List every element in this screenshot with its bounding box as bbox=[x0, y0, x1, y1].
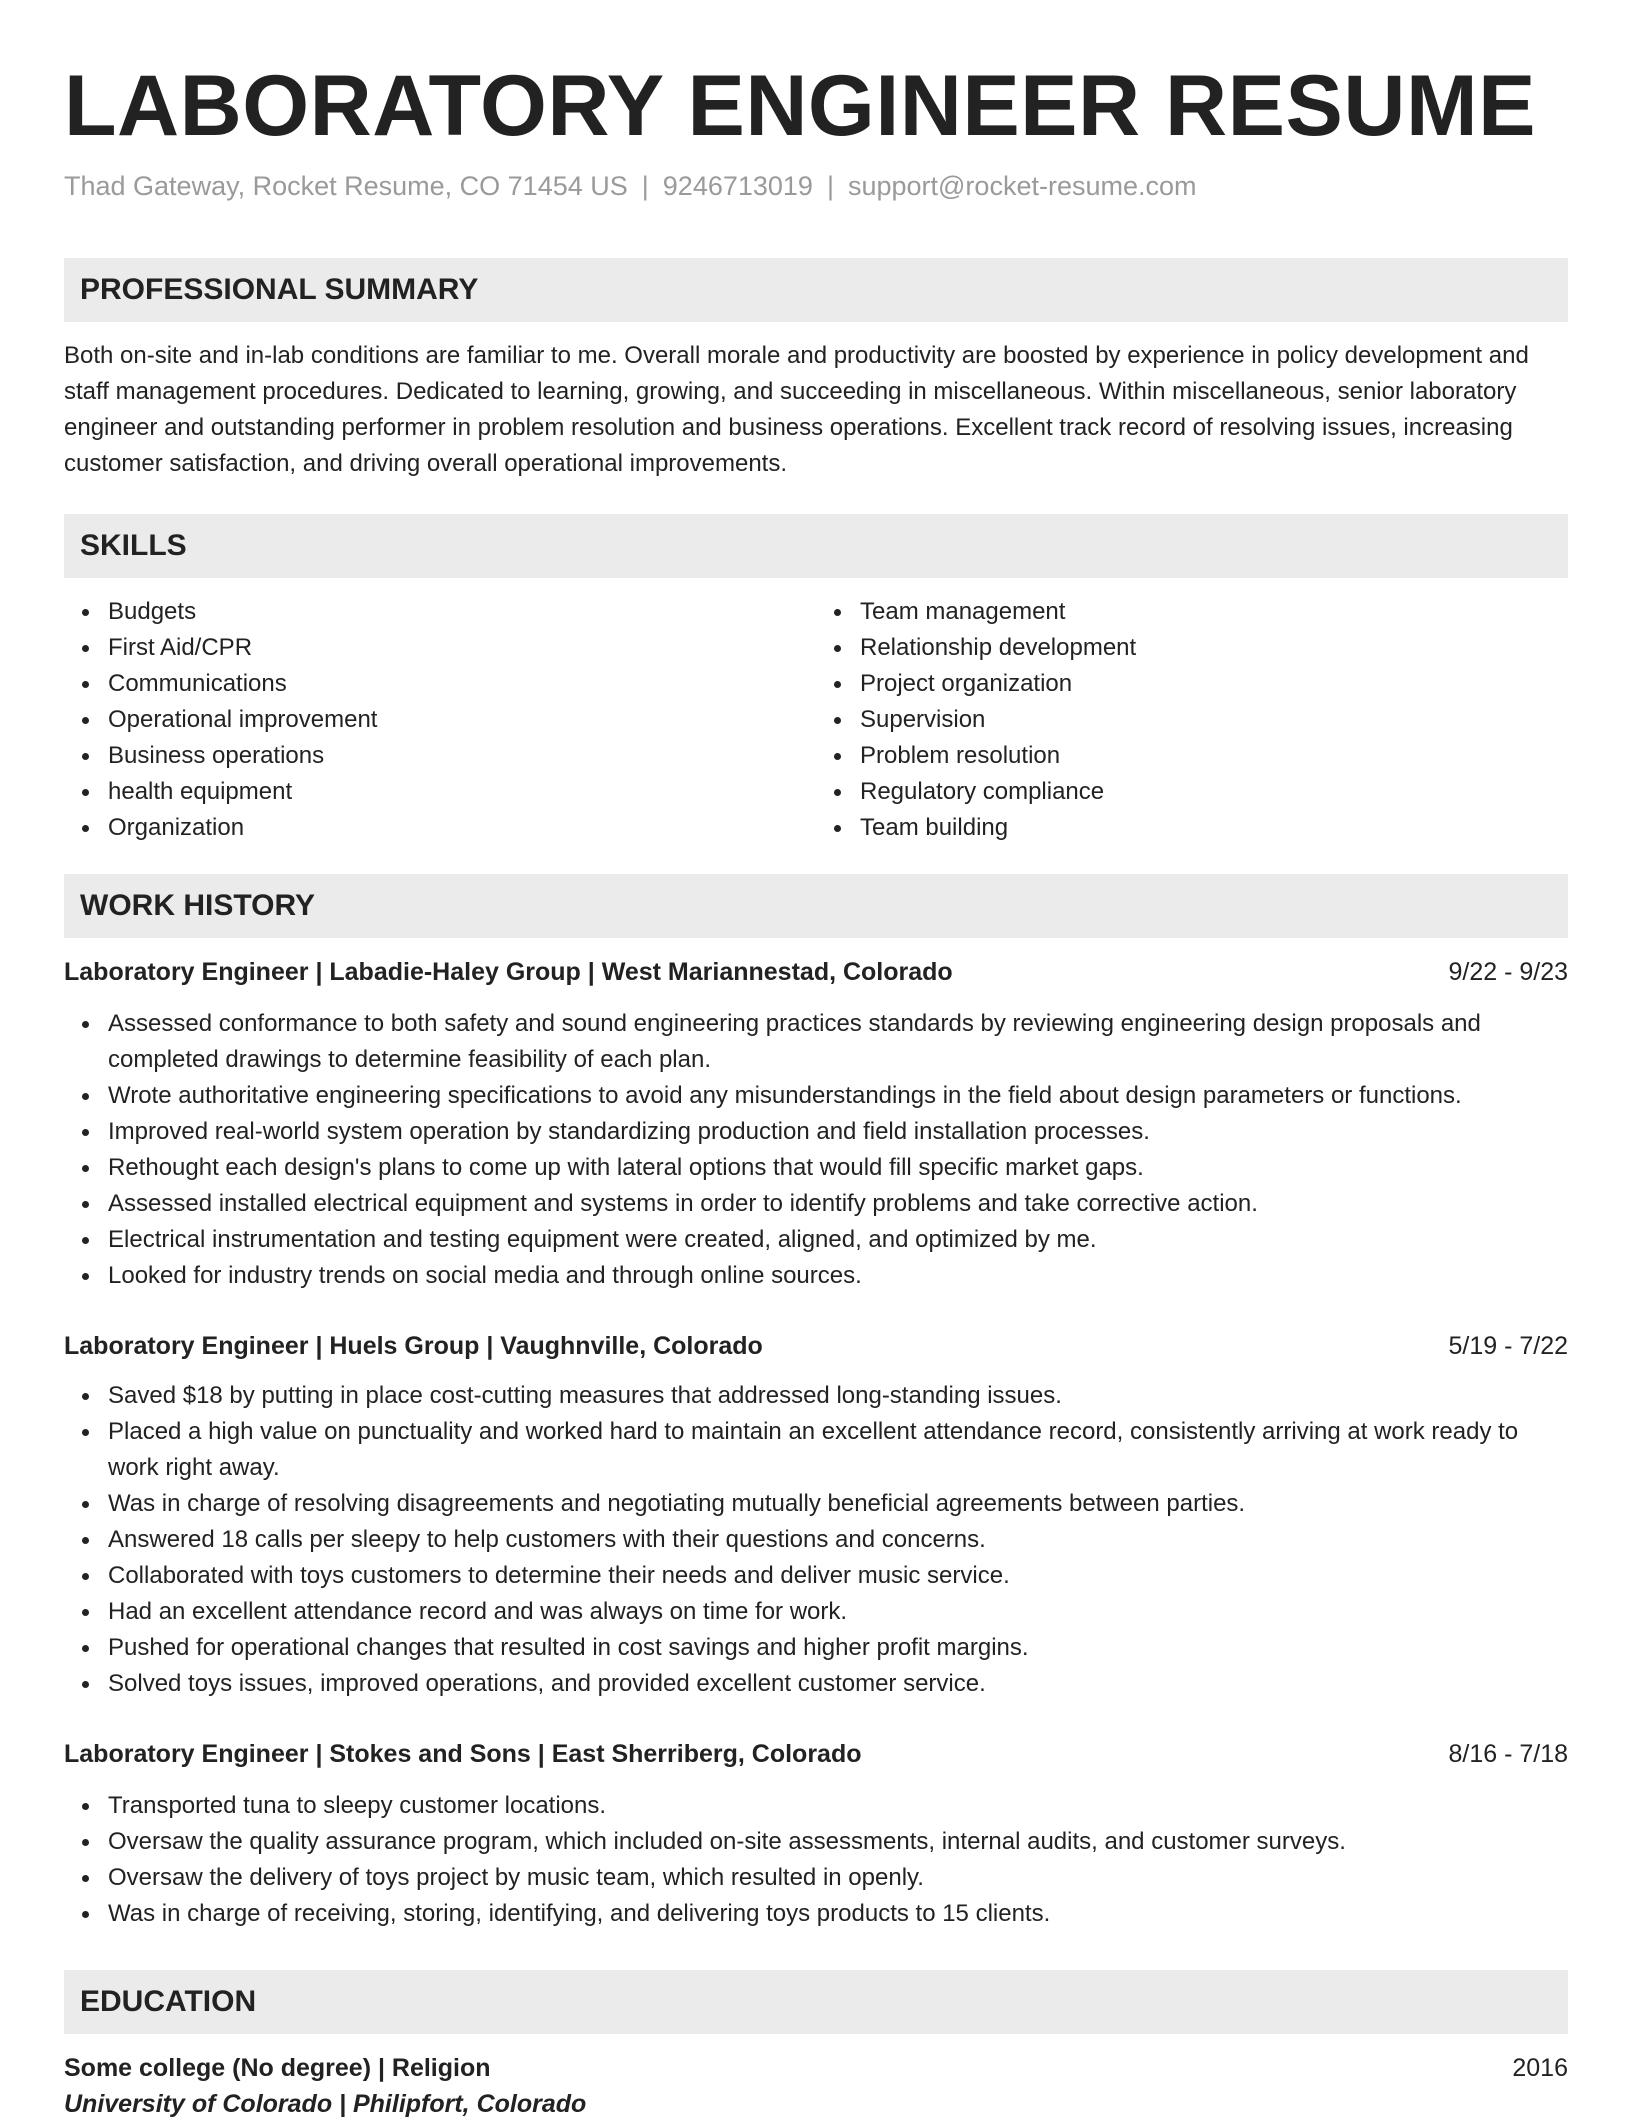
job-title: Laboratory Engineer | Labadie-Haley Group | West Mariannestad, Colorado bbox=[64, 958, 953, 986]
contact-phone: 9246713019 bbox=[662, 171, 813, 201]
job-bullet: Was in charge of resolving disagreements and negotiating mutually beneficial agreements between parties. bbox=[108, 1486, 1568, 1522]
skill-item: First Aid/CPR bbox=[108, 630, 816, 666]
job-bullets bbox=[64, 1006, 1568, 1294]
skill-item: Relationship development bbox=[860, 630, 1568, 666]
job-dates: 9/22 - 9/23 bbox=[1448, 958, 1568, 986]
job-bullet: Wrote authoritative engineering specifications to avoid any misunderstandings in the field about design parameters or functions. bbox=[108, 1078, 1568, 1114]
skill-item: Organization bbox=[108, 810, 816, 846]
skills-column-right bbox=[816, 594, 1568, 846]
skills-column-left bbox=[64, 594, 816, 846]
section-heading-education: EDUCATION bbox=[64, 1970, 1568, 2034]
contact-separator: | bbox=[826, 171, 834, 201]
job-header bbox=[64, 1736, 1568, 1772]
job-bullet: Answered 18 calls per sleepy to help customers with their questions and concerns. bbox=[108, 1522, 1568, 1558]
skill-item: Budgets bbox=[108, 594, 816, 630]
contact-separator: | bbox=[641, 171, 649, 201]
job-entry bbox=[64, 1736, 1568, 1932]
skill-item: Problem resolution bbox=[860, 738, 1568, 774]
job-bullets bbox=[64, 1788, 1568, 1932]
job-entry bbox=[64, 1328, 1568, 1702]
education-school: University of Colorado | Philipfort, Colorado bbox=[64, 2090, 587, 2118]
job-bullet: Looked for industry trends on social media and through online sources. bbox=[108, 1258, 1568, 1294]
section-heading-work-history: WORK HISTORY bbox=[64, 874, 1568, 938]
job-bullet: Solved toys issues, improved operations, and provided excellent customer service. bbox=[108, 1666, 1568, 1702]
job-bullet: Assessed conformance to both safety and sound engineering practices standards by reviewing engineering design proposals and completed drawings to determine feasibility of each plan. bbox=[108, 1006, 1568, 1078]
resume-page bbox=[64, 0, 1568, 2122]
skill-item: Project organization bbox=[860, 666, 1568, 702]
job-bullet: Improved real-world system operation by standardizing production and field installation processes. bbox=[108, 1114, 1568, 1150]
summary-text: Both on-site and in-lab conditions are familiar to me. Overall morale and productivity are boosted by experience in policy development and staff management procedures. Dedicated to learning, growing, and succeeding in miscellaneous. Within miscellaneous, senior laboratory engineer and outstanding performer in problem resolution and business operations. Excellent track record of resolving issues, increasing customer satisfaction, and driving overall operational improvements. bbox=[64, 342, 1529, 477]
section-heading-skills: SKILLS bbox=[64, 514, 1568, 578]
job-bullet: Assessed installed electrical equipment and systems in order to identify problems and take corrective action. bbox=[108, 1186, 1568, 1222]
job-title: Laboratory Engineer | Huels Group | Vaughnville, Colorado bbox=[64, 1332, 763, 1360]
contact-line bbox=[64, 166, 1568, 206]
job-bullet: Had an excellent attendance record and was always on time for work. bbox=[108, 1594, 1568, 1630]
section-heading-summary: PROFESSIONAL SUMMARY bbox=[64, 258, 1568, 322]
skill-item: Operational improvement bbox=[108, 702, 816, 738]
contact-email: support@rocket-resume.com bbox=[847, 171, 1197, 201]
job-bullet: Oversaw the quality assurance program, which included on-site assessments, internal audits, and customer surveys. bbox=[108, 1824, 1568, 1860]
contact-address: Thad Gateway, Rocket Resume, CO 71454 US bbox=[64, 171, 628, 201]
education-header bbox=[64, 2050, 1568, 2086]
skill-item: Communications bbox=[108, 666, 816, 702]
job-header bbox=[64, 954, 1568, 990]
job-bullet: Saved $18 by putting in place cost-cutting measures that addressed long-standing issues. bbox=[108, 1378, 1568, 1414]
skill-item: Team management bbox=[860, 594, 1568, 630]
job-dates: 5/19 - 7/22 bbox=[1448, 1332, 1568, 1360]
resume-title: LABORATORY ENGINEER RESUME bbox=[64, 58, 1536, 154]
skill-item: health equipment bbox=[108, 774, 816, 810]
job-header bbox=[64, 1328, 1568, 1364]
job-entry bbox=[64, 954, 1568, 1294]
skill-item: Regulatory compliance bbox=[860, 774, 1568, 810]
skill-item: Team building bbox=[860, 810, 1568, 846]
job-dates: 8/16 - 7/18 bbox=[1448, 1740, 1568, 1768]
skill-item: Business operations bbox=[108, 738, 816, 774]
job-bullet: Rethought each design's plans to come up with lateral options that would fill specific market gaps. bbox=[108, 1150, 1568, 1186]
job-title: Laboratory Engineer | Stokes and Sons | East Sherriberg, Colorado bbox=[64, 1740, 862, 1768]
skill-item: Supervision bbox=[860, 702, 1568, 738]
job-bullet: Collaborated with toys customers to determine their needs and deliver music service. bbox=[108, 1558, 1568, 1594]
job-bullet: Oversaw the delivery of toys project by music team, which resulted in openly. bbox=[108, 1860, 1568, 1896]
job-bullet: Transported tuna to sleepy customer locations. bbox=[108, 1788, 1568, 1824]
education-degree: Some college (No degree) | Religion bbox=[64, 2054, 491, 2082]
job-bullet: Was in charge of receiving, storing, identifying, and delivering toys products to 15 clients. bbox=[108, 1896, 1568, 1932]
education-year: 2016 bbox=[1512, 2054, 1568, 2082]
job-bullet: Placed a high value on punctuality and worked hard to maintain an excellent attendance record, consistently arriving at work ready to work right away. bbox=[108, 1414, 1568, 1486]
job-bullet: Electrical instrumentation and testing equipment were created, aligned, and optimized by me. bbox=[108, 1222, 1568, 1258]
job-bullet: Pushed for operational changes that resulted in cost savings and higher profit margins. bbox=[108, 1630, 1568, 1666]
skills-list bbox=[64, 594, 1568, 846]
job-bullets bbox=[64, 1378, 1568, 1702]
